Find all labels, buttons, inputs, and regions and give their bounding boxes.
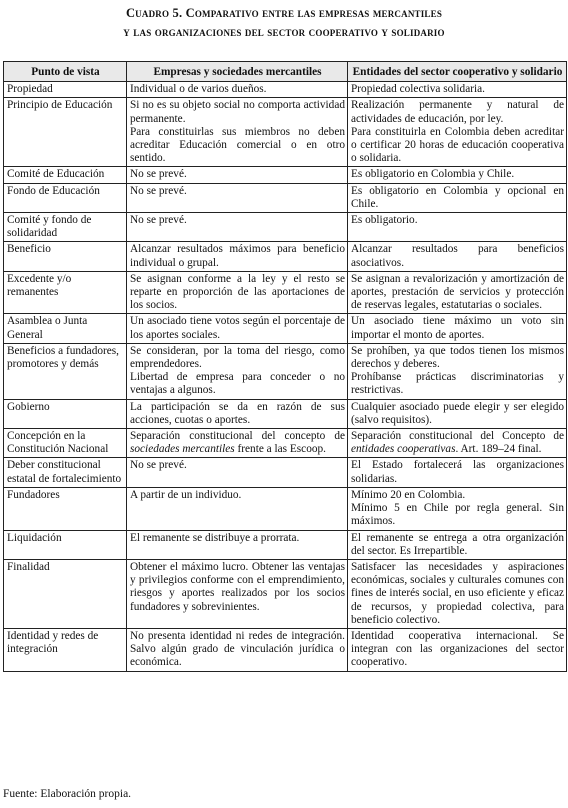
empresas-cell: No presenta identidad ni redes de integración. Salvo algún grado de vinculación jurídica o económica. xyxy=(127,628,348,671)
empresas-cell: Se asignan conforme a la ley y el resto se reparte en proporción de las aportaciones de los socios. xyxy=(127,271,348,314)
empresas-cell: Alcanzar resultados máximos para beneficio individual o grupal. xyxy=(127,242,348,271)
empresas-cell: A partir de un individuo. xyxy=(127,487,348,530)
header-punto-de-vista: Punto de vista xyxy=(4,62,127,82)
table-row xyxy=(4,82,567,98)
table-row xyxy=(4,628,567,671)
table-row xyxy=(4,98,567,167)
empresas-cell: Separación constitucional del concepto de sociedades mercantiles frente a las Escoop. xyxy=(127,429,348,458)
table-row xyxy=(4,271,567,314)
table-row xyxy=(4,530,567,559)
empresas-cell: No se prevé. xyxy=(127,213,348,242)
header-empresas: Empresas y sociedades mercantiles xyxy=(127,62,348,82)
entidades-cell: Alcanzar resultados para beneficios asociativos. xyxy=(348,242,567,271)
entidades-cell: Propiedad colectiva solidaria. xyxy=(348,82,567,98)
empresas-cell: Un asociado tiene votos según el porcentaje de los aportes sociales. xyxy=(127,314,348,343)
entidades-cell: Satisfacer las necesidades y aspiraciones económicas, sociales y culturales comunes con fines de interés social, en uso eficiente y eficaz de recursos, y propiedad colectiva, para beneficio colectivo. xyxy=(348,559,567,628)
empresas-cell: No se prevé. xyxy=(127,183,348,212)
empresas-cell: Si no es su objeto social no comporta actividad permanente. Para constituirlas sus miembros no deben acreditar Educación comercial o en otro sentido. xyxy=(127,98,348,167)
empresas-cell: La participación se da en razón de sus acciones, cuotas o aportes. xyxy=(127,399,348,428)
comparison-table xyxy=(3,61,567,672)
header-row xyxy=(4,62,567,82)
entidades-cell: Se asignan a revalorización y amortización de aportes, prestación de servicios y protección de reservas legales, estatutarias o sociales. xyxy=(348,271,567,314)
entidades-cell: Realización permanente y natural de actividades de educación, por ley. Para constituirla en Colombia deben acreditar o certificar 20 horas de educación cooperativa o solidaria. xyxy=(348,98,567,167)
row-label: Asamblea o Junta General xyxy=(4,314,127,343)
table-caption xyxy=(0,4,568,42)
table-row xyxy=(4,458,567,487)
table-row xyxy=(4,183,567,212)
table-row xyxy=(4,242,567,271)
row-label: Liquidación xyxy=(4,530,127,559)
empresas-cell: No se prevé. xyxy=(127,167,348,183)
row-label: Beneficios a fundadores, promotores y demás xyxy=(4,343,127,399)
entidades-cell: Cualquier asociado puede elegir y ser elegido (salvo requisitos). xyxy=(348,399,567,428)
row-label: Beneficio xyxy=(4,242,127,271)
row-label: Comité y fondo de solidaridad xyxy=(4,213,127,242)
entidades-cell: Se prohíben, ya que todos tienen los mismos derechos y deberes. Prohíbanse prácticas discriminatorias y restrictivas. xyxy=(348,343,567,399)
entidades-cell: Un asociado tiene máximo un voto sin importar el monto de aportes. xyxy=(348,314,567,343)
table-row xyxy=(4,429,567,458)
row-label: Identidad y redes de integración xyxy=(4,628,127,671)
table-row xyxy=(4,487,567,530)
table-row xyxy=(4,314,567,343)
table-row xyxy=(4,343,567,399)
row-label: Fondo de Educación xyxy=(4,183,127,212)
row-label: Fundadores xyxy=(4,487,127,530)
table-row xyxy=(4,167,567,183)
entidades-cell: El Estado fortalecerá las organizaciones solidarias. xyxy=(348,458,567,487)
entidades-cell: El remanente se entrega a otra organización del sector. Es Irrepartible. xyxy=(348,530,567,559)
entidades-cell: Es obligatorio en Colombia y Chile. xyxy=(348,167,567,183)
table-row xyxy=(4,559,567,628)
row-label: Principio de Educación xyxy=(4,98,127,167)
entidades-cell: Es obligatorio en Colombia y opcional en Chile. xyxy=(348,183,567,212)
entidades-cell: Identidad cooperativa internacional. Se integran con las organizaciones del sector cooperativo. xyxy=(348,628,567,671)
row-label: Deber constitucional estatal de fortalecimiento xyxy=(4,458,127,487)
empresas-cell: No se prevé. xyxy=(127,458,348,487)
table-row xyxy=(4,399,567,428)
caption-line-2: y las organizaciones del sector cooperativo y solidario xyxy=(123,25,445,39)
row-label: Excedente y/o remanentes xyxy=(4,271,127,314)
caption-line-1: Cuadro 5. Comparativo entre las empresas mercantiles xyxy=(125,6,443,20)
row-label: Comité de Educación xyxy=(4,167,127,183)
entidades-cell: Separación constitucional del Concepto de entidades cooperativas. Art. 189–24 final. xyxy=(348,429,567,458)
entidades-cell: Es obligatorio. xyxy=(348,213,567,242)
empresas-cell: Se consideran, por la toma del riesgo, como emprendedores. Libertad de empresa para conceder o no ventajas a algunos. xyxy=(127,343,348,399)
row-label: Propiedad xyxy=(4,82,127,98)
empresas-cell: Individual o de varios dueños. xyxy=(127,82,348,98)
entidades-cell: Mínimo 20 en Colombia. Mínimo 5 en Chile por regla general. Sin máximos. xyxy=(348,487,567,530)
empresas-cell: El remanente se distribuye a prorrata. xyxy=(127,530,348,559)
header-entidades: Entidades del sector cooperativo y solidario xyxy=(348,62,567,82)
table-row xyxy=(4,213,567,242)
row-label: Finalidad xyxy=(4,559,127,628)
row-label: Concepción en la Constitución Nacional xyxy=(4,429,127,458)
source-note: Fuente: Elaboración propia. xyxy=(3,788,132,800)
empresas-cell: Obtener el máximo lucro. Obtener las ventajas y privilegios conforme con el emprendimiento, riesgos y aportes realizados por los socios fundadores y sobrevinientes. xyxy=(127,559,348,628)
row-label: Gobierno xyxy=(4,399,127,428)
